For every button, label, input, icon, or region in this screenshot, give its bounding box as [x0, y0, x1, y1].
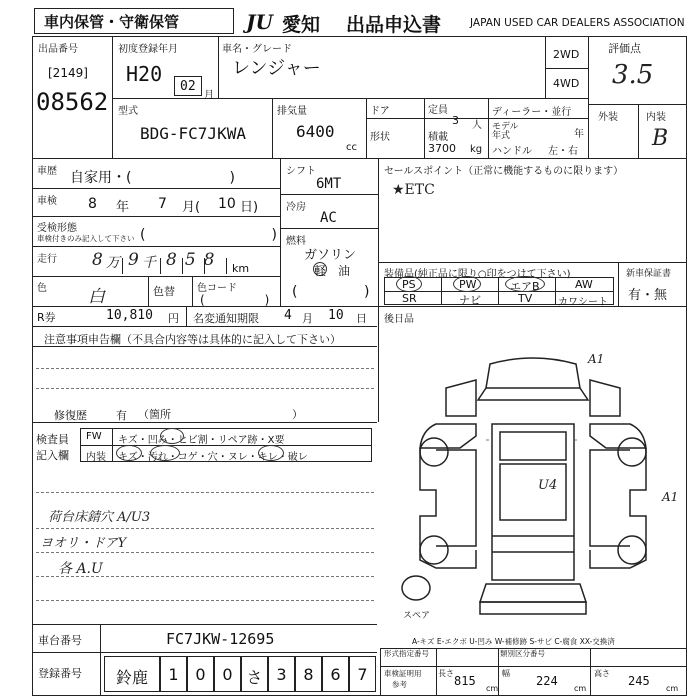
plate-char: 3	[276, 665, 287, 684]
mileage-sen: 9	[128, 250, 139, 270]
plate-cell	[214, 656, 241, 692]
interior-grade: B	[652, 126, 669, 151]
inspector-fw-items: キズ・凹み・ヒビ割・リペア跡・X要	[118, 435, 285, 446]
color-value: 白	[88, 287, 105, 307]
notes-label: 注意事項申告欄（不具合内容等は具体的に記入して下さい）	[44, 333, 341, 346]
cert-label: 形式指定番号	[384, 649, 429, 658]
recycle-value: 10,810	[106, 308, 153, 323]
plate-char: 0	[222, 665, 233, 684]
registration-label: 初度登録年月	[118, 44, 178, 55]
name-change-label: 名変通知期限	[193, 312, 259, 325]
equipment-ps-circle	[396, 276, 422, 292]
inspection-day-unit: 日)	[240, 200, 259, 215]
equipment-tv: TV	[518, 292, 533, 305]
inspection-label: 車検	[37, 196, 57, 207]
document-title: 出品申込書	[346, 14, 442, 36]
width-unit: cm	[574, 684, 587, 693]
plate-cell	[241, 656, 268, 692]
inspection-month: 7	[158, 196, 167, 212]
handle-label: ハンドル	[492, 146, 532, 157]
plate-cell	[349, 656, 376, 692]
mileage-man: 8	[92, 250, 103, 270]
equipment-label: 装備品(純正品に限り○印をつけて下さい)	[384, 269, 571, 280]
recycle-unit: 円	[168, 312, 179, 325]
equipment-airbag-circle	[505, 276, 545, 292]
inspection-year: 8	[88, 196, 97, 212]
warranty-label: 新車保証書	[626, 269, 672, 279]
repair-label: 修復歴	[54, 409, 87, 422]
color-code-paren: ( )	[200, 293, 270, 307]
mileage-sen-unit: 千	[142, 255, 156, 271]
chassis-value: FC7JKW-12695	[166, 630, 275, 648]
equipment-airbag: エアB	[510, 280, 540, 293]
registration-month-unit: 月	[204, 90, 214, 101]
ju-logo: JU	[246, 10, 273, 34]
org-english-name: JAPAN USED CAR DEALERS ASSOCIATION	[470, 17, 685, 29]
equipment-aw: AW	[575, 278, 593, 291]
name-change-month-unit: 月	[302, 312, 313, 325]
inspection-year-unit: 年	[116, 200, 130, 215]
recycle-label: R券	[37, 311, 56, 324]
plate-cell	[322, 656, 349, 692]
rear-item-label: 後日品	[384, 314, 414, 325]
equipment-pw: PW	[459, 278, 477, 291]
sales-point-label: セールスポイント（正常に機能するものに限ります）	[384, 166, 624, 177]
damage-mark-u4: U4	[538, 478, 558, 493]
inspection-type-sub: 車検付きのみ記入して下さい	[37, 234, 135, 243]
displacement-unit: cc	[346, 142, 357, 153]
shift-label: シフト	[286, 166, 316, 177]
ac-label: 冷房	[286, 202, 306, 213]
plate-char: 8	[303, 665, 314, 684]
height-label: 高さ	[594, 669, 610, 678]
inspector-int-items: キズ・汚れ・コゲ・穴・ヌレ・キレ・破レ	[118, 452, 308, 463]
plate-cell	[187, 656, 214, 692]
plate-char: 0	[195, 665, 206, 684]
vehicle-label: 車名・グレード	[222, 44, 292, 55]
plate-cell	[268, 656, 295, 692]
color-code-label: 色コード	[197, 283, 237, 294]
mileage-unit: km	[232, 262, 250, 275]
width-value: 224	[536, 674, 558, 688]
lot-number: 08562	[36, 88, 109, 116]
warranty-options: 有・無	[628, 288, 668, 303]
plate-char: さ	[246, 668, 263, 687]
doors-label: ドア	[370, 106, 390, 117]
ac-value: AC	[320, 210, 337, 226]
history-value: 自家用・( )	[70, 170, 235, 186]
color-label: 色	[37, 283, 47, 294]
spare-tire-label: スペア	[403, 611, 431, 621]
name-change-day: 10	[328, 308, 344, 323]
fuel-label: 燃料	[286, 236, 306, 247]
exterior-label: 外装	[598, 112, 618, 123]
shift-value: 6MT	[316, 176, 342, 192]
model-year-label1: モデル	[492, 122, 519, 132]
displacement-value: 6400	[296, 122, 335, 141]
inspector-dent-circle	[160, 428, 184, 444]
plate-char: 7	[357, 665, 368, 684]
inspection-type-label: 受検形態	[37, 223, 77, 234]
registration-month: 02	[180, 79, 196, 94]
equipment-navi: ナビ	[459, 294, 481, 307]
plate-cell	[295, 656, 322, 692]
equipment-leather: カワシート	[558, 297, 608, 308]
mileage-label: 走行	[37, 254, 57, 265]
model-year-unit: 年	[574, 129, 584, 140]
shape-label: 形状	[370, 132, 390, 143]
car-damage-diagram	[380, 340, 686, 630]
vehicle-name: レンジャー	[232, 58, 321, 79]
damage-legend: A-キズ E-エクボ U-凹み W-補修跡 S-サビ C-腐食 XX-交換済	[412, 637, 615, 646]
chassis-label: 車台番号	[38, 634, 82, 647]
plate-char: 1	[168, 665, 179, 684]
length-label: 長さ	[438, 669, 454, 678]
capacity-value: 3	[452, 114, 459, 127]
model-label: 型式	[118, 106, 138, 117]
evaluation-score: 3.5	[612, 60, 654, 90]
plate-char: 6	[330, 665, 341, 684]
inspection-month-unit: 月(	[182, 200, 201, 215]
mileage-man-unit: 万	[106, 255, 120, 271]
ref-sub: 参考	[392, 680, 407, 689]
displacement-label: 排気量	[277, 106, 307, 117]
storage-label: 車内保管・守衛保管	[44, 13, 180, 31]
repair-place: （箇所 ）	[138, 408, 303, 421]
load-label: 積載	[428, 132, 448, 143]
drive-4wd: 4WD	[553, 77, 580, 90]
ref-label: 車検証明用	[384, 669, 422, 678]
inspector-stain-circle	[150, 445, 180, 461]
damage-mark-a1-top: A1	[588, 352, 605, 366]
plate-cell	[104, 656, 160, 692]
evaluation-label: 評価点	[608, 42, 641, 55]
sales-point-value: ★ETC	[392, 182, 435, 198]
width-label: 幅	[502, 669, 510, 678]
inspector-label-1: 検査員	[36, 433, 69, 446]
inspector-int-label: 内装	[86, 452, 106, 463]
handle-options: 左・右	[548, 146, 578, 157]
org-name: 愛知	[282, 14, 321, 36]
equipment-sr: SR	[402, 292, 417, 305]
plate-label: 登録番号	[38, 667, 82, 680]
name-change-day-unit: 日	[356, 312, 367, 325]
damage-mark-a1-right: A1	[662, 490, 679, 504]
name-change-month: 4	[284, 308, 292, 323]
model-year-label2: 年式	[492, 131, 511, 141]
fuel-sub: 軽 油	[314, 264, 351, 278]
drive-2wd: 2WD	[553, 48, 580, 61]
history-label: 車歴	[37, 166, 57, 177]
model-value: BDG-FC7JKWA	[140, 124, 246, 143]
cert-sub: 類別区分番号	[500, 649, 545, 658]
lot-sub: [2149]	[48, 66, 88, 80]
inspector-fw-label: FW	[86, 431, 102, 442]
color-change-label: 色替	[153, 285, 175, 298]
equipment-pw-circle	[453, 276, 481, 292]
height-value: 245	[628, 674, 650, 688]
interior-label: 内装	[646, 112, 666, 123]
capacity-label: 定員	[428, 105, 448, 116]
load-value: 3700	[428, 142, 456, 155]
inspection-day: 10	[218, 196, 236, 212]
height-unit: cm	[666, 684, 679, 693]
inspection-type-paren: ( )	[140, 227, 277, 243]
capacity-unit: 人	[472, 120, 482, 131]
lot-label: 出品番号	[38, 44, 78, 55]
inspector-label-2: 記入欄	[36, 449, 69, 462]
inspector-scratch-circle	[116, 445, 142, 461]
length-unit: cm	[486, 684, 499, 693]
length-value: 815	[454, 674, 476, 688]
dealer-label: ディーラー・並行	[492, 107, 572, 118]
remark-line-3: 各 A.U	[58, 561, 103, 577]
remark-line-1: 荷台床錆穴 A/U3	[48, 510, 151, 525]
inspector-wet-circle	[258, 445, 284, 461]
plate-char: 鈴鹿	[115, 668, 148, 687]
remark-line-2: ヨオリ・ドアY	[40, 536, 127, 551]
plate-cell	[160, 656, 187, 692]
load-unit: kg	[470, 144, 483, 155]
mileage-rest: 858	[166, 250, 223, 270]
registration-era-year: H20	[126, 62, 163, 86]
repair-value: 有	[116, 409, 127, 422]
fuel-value: ガソリン	[304, 248, 357, 263]
equipment-ps: PS	[402, 278, 416, 291]
